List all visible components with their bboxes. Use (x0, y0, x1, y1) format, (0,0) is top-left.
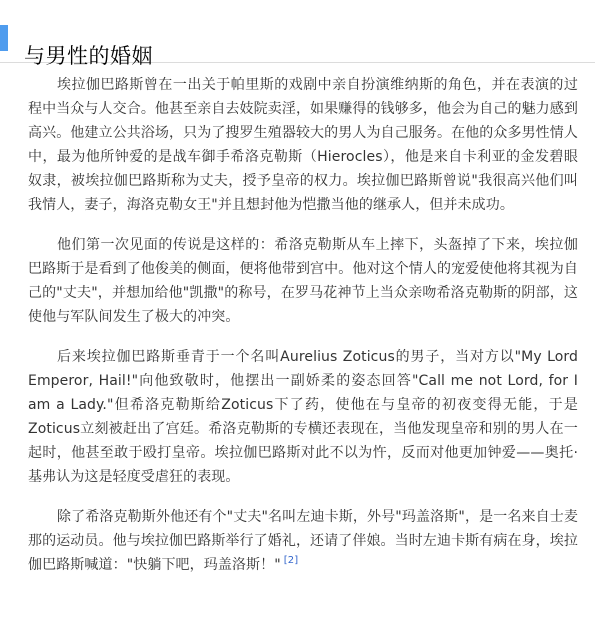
article-body (0, 63, 595, 577)
paragraph-2: 他们第一次见面的传说是这样的：希洛克勒斯从车上摔下，头盔掉了下来，埃拉伽巴路斯于是看到了他俊美的侧面，便将他带到宫中。他对这个情人的宠爱使他将其视为自己的"丈夫"，并想加给他"凯撒"的称号，在罗马花神节上当众亲吻希洛克勒斯的阴部，这使他与军队间发生了极大的冲突。 (28, 237, 578, 325)
section-title: 与男性的婚姻 (24, 44, 153, 69)
paragraph-4-text: 除了希洛克勒斯外他还有个"丈夫"名叫左迪卡斯，外号"玛盖洛斯"，是一名来自士麦那的运动员。他与埃拉伽巴路斯举行了婚礼，还请了伴娘。当时左迪卡斯有病在身，埃拉伽巴路斯喊道："快躺下吧，玛盖洛斯！" (28, 509, 578, 573)
reference-link[interactable]: [2] (283, 555, 299, 567)
section-header (0, 22, 595, 69)
paragraph-3: 后来埃拉伽巴路斯垂青于一个名叫Aurelius Zoticus的男子，当对方以"My Lord Emperor, Hail!"向他致敬时，他摆出一副娇柔的姿态回答"Call me not Lord, for I am a Lady."但希洛克勒斯给Zoticus下了药，使他在与皇帝的初夜变得无能，于是Zoticus立刻被赶出了宫廷。希洛克勒斯的专横还表现在，当他发现皇帝和别的男人在一起时，他甚至敢于殴打皇帝。埃拉伽巴路斯对此不以为忤，反而对他更加钟爱——奥托·基弗认为这是轻度受虐狂的表现。 (28, 349, 578, 485)
paragraph-1: 埃拉伽巴路斯曾在一出关于帕里斯的戏剧中亲自扮演维纳斯的角色，并在表演的过程中当众与人交合。他甚至亲自去妓院卖淫，如果赚得的钱够多，他会为自己的魅力感到高兴。他建立公共浴场，只为了搜罗生殖器较大的男人为自己服务。在他的众多男性情人中，最为他所钟爱的是战车御手希洛克勒斯（Hierocles），他是来自卡利亚的金发碧眼奴隶，被埃拉伽巴路斯称为丈夫，授予皇帝的权力。埃拉伽巴路斯曾说"我很高兴他们叫我情人，妻子，海洛克勒女王"并且想封他为恺撒当他的继承人，但并未成功。 (28, 77, 578, 213)
paragraph-4 (28, 505, 578, 577)
section-accent-bar (0, 25, 8, 51)
